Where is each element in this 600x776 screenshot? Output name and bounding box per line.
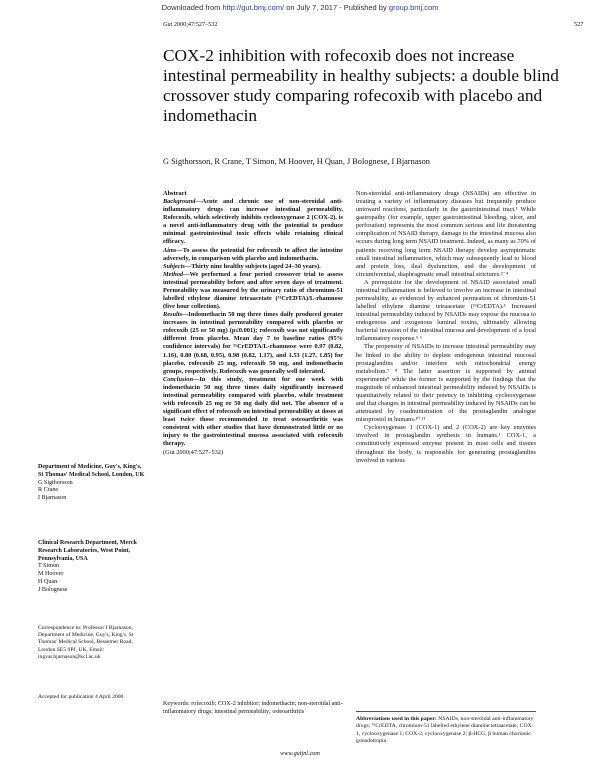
author-list: G Sigthorsson, R Crane, T Simon, M Hoover, H Quan, J Bolognese, I Bjarnason bbox=[163, 157, 430, 166]
footnote-rule bbox=[356, 711, 536, 712]
affiliation-2: Clinical Research Department, Merck Research Laboratories, West Point, Pennsylvania, USA T Simon M Hoover H Quan J Bolognese bbox=[38, 540, 137, 593]
correspondence: Correspondence to: Professor I Bjarnason, Department of Medicine, Guy's, King's, St Thomas' Medical School, Bessemer Road, London SE5 9PJ, UK. Email: ingvar.bjarnason@kcl.ac.uk bbox=[38, 625, 134, 660]
abstract-citation: (Gut 2000;47:527–532) bbox=[163, 448, 224, 456]
paragraph: Non-steroidal anti-inflammatory drugs (NSAIDs) are effective in treating a variety of inflammatory diseases but frequently produce untoward reactions, particularly in the gastrointestinal tract.¹ While gastropathy (for example, upper gastrointestinal bleeding, ulcer, and perforation) represents the most common serious and life threatening complication of NSAID therapy, damage to the intestinal mucosa also occurs during long term NSAID treatment. Indeed, as many as 70% of patients receiving long term NSAID therapy develop asymptomatic small intestinal inflammation, which may subsequently lead to blood and protein loss, ileal dysfunction, and the development of circumferential, diaphragmatic small intestinal strictures.²⁻⁴ bbox=[356, 190, 536, 278]
body-text bbox=[356, 190, 536, 465]
running-head: Gut 2000;47:527–532 bbox=[163, 21, 218, 28]
page-number: 527 bbox=[574, 21, 584, 28]
keywords: Keywords: rofecoxib; COX-2 inhibitor; indomethacin; non-steroidal anti-inflammatory drugs; intestinal permeability; osteoarthritis bbox=[163, 701, 343, 715]
paragraph: Cyclooxygenase 1 (COX-1) and 2 (COX-2) are key enzymes involved in prostaglandin synthesis in humans.¹ COX-1, a constitutively expressed enzyme present in most cells and tissues throughout the body, is responsible for generating prostaglandins involved in various bbox=[356, 424, 536, 464]
affiliation-1: Department of Medicine, Guy's, King's, St Thomas' Medical School, London, UK G Sigthorsson R Crane I Bjarnason bbox=[38, 464, 145, 502]
abbreviations: Abbreviations used in this paper: NSAIDs, non-steroidal anti-inflammatory drugs; ⁵¹CrEDTA, chromium-51 labelled ethylene diamine tetraacetate; COX-1, cyclooxygenase 1; COX-2, cyclooxygenase 2; β-HCG, β human chorionic gonadotropin. bbox=[356, 716, 534, 744]
accepted-date: Accepted for publication 4 April 2000 bbox=[38, 694, 124, 700]
publisher-link[interactable]: group.bmj.com bbox=[388, 3, 439, 12]
journal-url[interactable]: www.gutjnl.com bbox=[280, 750, 320, 757]
article-title: COX-2 inhibition with rofecoxib does not increase intestinal permeability in healthy subjects: a double blind crossover study comparing rofecoxib with placebo and indomethacin bbox=[163, 46, 559, 125]
download-bar: Downloaded from http://gut.bmj.com/ on July 7, 2017 - Published by group.bmj.com bbox=[161, 3, 439, 12]
gut-link[interactable]: http://gut.bmj.com/ bbox=[222, 3, 285, 12]
paragraph: A prerequisite for the development of NSAID associated small intestinal inflammation is believed to involve an increase in intestinal permeability, as evidenced by enhanced permeation of chromium-51 labelled ethylene diamine tetraacetate (⁵¹CrEDTA).⁵ Increased intestinal permeability induced by NSAIDs may expose the mucosa to endogenous and exogenous luminal toxins, ultimately allowing bacterial invasion of the intestinal mucosa and development of a local inflammatory response.⁵ ⁶ bbox=[356, 278, 536, 343]
abstract-heading: Abstract bbox=[163, 190, 187, 197]
paragraph: The propensity of NSAIDs to increase intestinal permeability may be linked to the ability to deplete endogenous intestinal mucosal prostaglandins and/or interfere with mitochondrial energy metabolism.⁷ ⁸ The latter assertion is supported by animal experiments⁹ while the former is supported by the findings that the magnitude of enhanced intestinal permeability induced by NSAIDs is quantitatively related to their potency in inhibiting cyclooxygenase and that changes in intestinal permeability induced by NSAIDs can be attenuated by coadministration of the prostaglandin analogue misoprostol in humans.¹⁰ ¹¹ bbox=[356, 343, 536, 424]
abstract: Abstract Background—Acute and chronic use of non-steroidal anti-inflammatory drugs can increase intestinal permeability. Rofecoxib, which selectively inhibits cyclooxygenase 2 (COX-2), is a novel anti-inflammatory drug with the potential to produce minimal gastrointestinal toxic effects while retaining clinical efficacy. Aims—To assess the potential for rofecoxib to affect the intestine adversely, in comparison with placebo and indomethacin. Subjects—Thirty nine healthy subjects (aged 24–30 years). Method—We performed a four period crossover trial to assess intestinal permeability before and after seven days of treatment. Permeability was measured by the urinary ratio of chromium-51 labelled ethylene diamine tetraacetate (⁵¹CrEDTA)/L-rhamnose (five hour collection). Results—Indomethacin 50 mg three times daily produced greater increases in intestinal permeability compared with placebo or rofecoxib (25 or 50 mg) (p≤0.001); rofecoxib was not significantly different from placebo. Mean day 7 to baseline ratios (95% confidence intervals) for ⁵¹CrEDTA/L-rhamnose were 0.97 (0.82, 1.16), 0.80 (0.68, 0.95), 0.98 (0.82, 1.17), and 1.53 (1.27, 1.85) for placebo, rofecoxib 25 mg, rofecoxib 50 mg, and indomethacin groups, respectively. Rofecoxib was generally well tolerated. Conclusion—In this study, treatment for one week with indomethacin 50 mg three times daily significantly increased intestinal permeability compared with placebo, while treatment with rofecoxib 25 mg or 50 mg daily did not. The absence of a significant effect of rofecoxib on intestinal permeability at doses at least twice those recommended to treat osteoarthritis was consistent with other studies that have demonstrated little or no injury to the gastrointestinal mucosa associated with rofecoxib therapy. (Gut 2000;47:527–532) bbox=[163, 190, 343, 456]
